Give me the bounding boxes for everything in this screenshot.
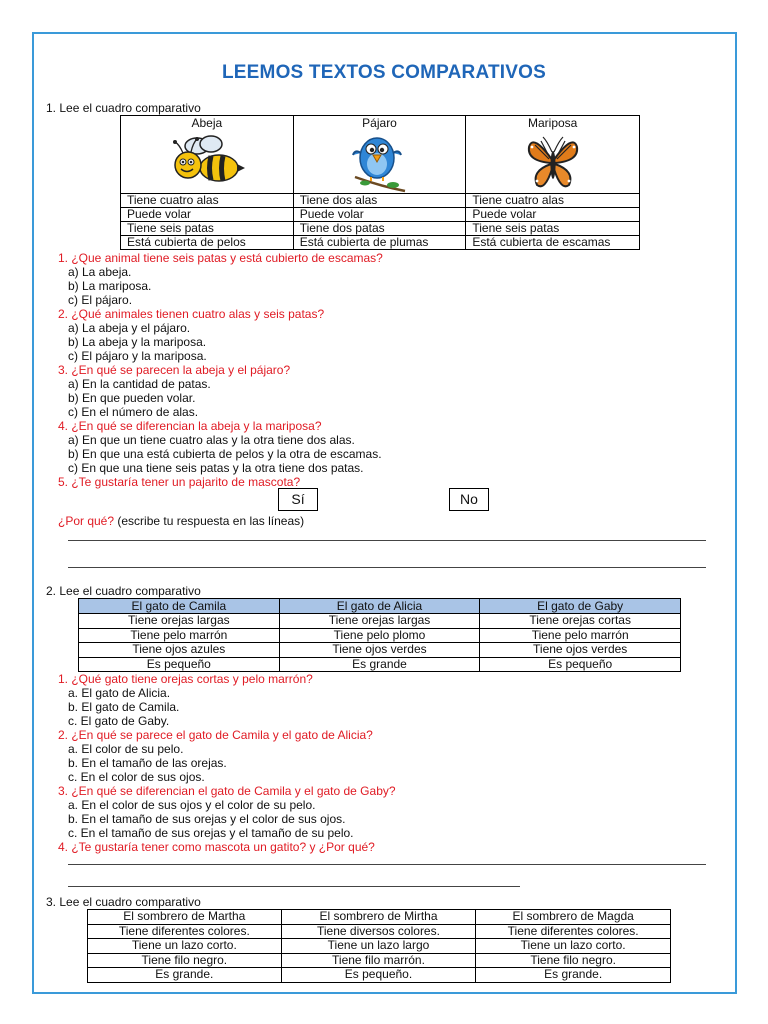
bee-icon	[167, 132, 247, 192]
table-cell: Tiene orejas largas	[279, 614, 480, 629]
table-cell: Tiene orejas cortas	[480, 614, 681, 629]
option[interactable]: b) En que una está cubierta de pelos y la otra de escamas.	[68, 447, 382, 461]
table-cell: Tiene un lazo largo	[281, 939, 476, 954]
table-cell: Tiene diferentes colores.	[88, 924, 282, 939]
option[interactable]: c) En el número de alas.	[68, 405, 199, 419]
table-cell: Tiene filo marrón.	[281, 953, 476, 968]
page-title: LEEMOS TEXTOS COMPARATIVOS	[221, 62, 546, 83]
table-cell: Tiene filo negro.	[476, 953, 671, 968]
table-cell: Es grande	[279, 657, 480, 672]
table-cell: Tiene ojos azules	[79, 643, 280, 658]
table-cell: Tiene diversos colores.	[281, 924, 476, 939]
option[interactable]: b. En el tamaño de sus orejas y el color de sus ojos.	[68, 812, 346, 826]
table-header: El sombrero de Mirtha	[281, 910, 476, 925]
table-header: El gato de Gaby	[480, 599, 681, 614]
question-2-4: 4. ¿Te gustaría tener como mascota un gatito? y ¿Por qué?	[58, 840, 375, 854]
hats-table	[87, 909, 671, 983]
table-cell: Tiene seis patas	[121, 222, 294, 236]
table-header: El gato de Alicia	[279, 599, 480, 614]
table-cell: Tiene pelo plomo	[279, 628, 480, 643]
table-cell: Está cubierta de plumas	[293, 236, 466, 250]
section-1-label: 1. Lee el cuadro comparativo	[46, 101, 201, 115]
table-cell: Tiene dos alas	[293, 194, 466, 208]
header-pajaro: Pájaro	[293, 116, 466, 194]
table-cell: Tiene un lazo corto.	[88, 939, 282, 954]
table-cell: Tiene orejas largas	[79, 614, 280, 629]
header-abeja: Abeja	[121, 116, 294, 194]
option[interactable]: b) La mariposa.	[68, 279, 152, 293]
why-label: ¿Por qué?	[58, 514, 115, 528]
table-cell: Tiene dos patas	[293, 222, 466, 236]
option[interactable]: c. En el color de sus ojos.	[68, 770, 205, 784]
question-1-4: 4. ¿En qué se diferencian la abeja y la mariposa?	[58, 419, 322, 433]
option[interactable]: c) El pájaro y la mariposa.	[68, 349, 207, 363]
option[interactable]: a. En el color de sus ojos y el color de su pelo.	[68, 798, 316, 812]
answer-line[interactable]	[68, 864, 706, 865]
table-header: El sombrero de Magda	[476, 910, 671, 925]
bird-icon	[345, 131, 415, 193]
header-mariposa: Mariposa	[466, 116, 640, 194]
question-2-1: 1. ¿Qué gato tiene orejas cortas y pelo marrón?	[58, 672, 313, 686]
option[interactable]: a) La abeja y el pájaro.	[68, 321, 191, 335]
option[interactable]: b) La abeja y la mariposa.	[68, 335, 207, 349]
option[interactable]: b) En que pueden volar.	[68, 391, 196, 405]
question-1-2: 2. ¿Qué animales tienen cuatro alas y seis patas?	[58, 307, 325, 321]
table-cell: Tiene diferentes colores.	[476, 924, 671, 939]
no-box[interactable]: No	[449, 488, 489, 511]
butterfly-icon	[523, 131, 583, 193]
animals-table	[120, 115, 640, 250]
question-1-3: 3. ¿En qué se parecen la abeja y el pájaro?	[58, 363, 291, 377]
table-header: El sombrero de Martha	[88, 910, 282, 925]
table-cell: Tiene un lazo corto.	[476, 939, 671, 954]
answer-line[interactable]	[68, 886, 520, 887]
option[interactable]: a. El gato de Alicia.	[68, 686, 171, 700]
table-cell: Tiene ojos verdes	[480, 643, 681, 658]
section-3-label: 3. Lee el cuadro comparativo	[46, 895, 201, 909]
table-cell: Tiene cuatro alas	[466, 194, 640, 208]
table-cell: Tiene seis patas	[466, 222, 640, 236]
table-cell: Puede volar	[293, 208, 466, 222]
question-1-5: 5. ¿Te gustaría tener un pajarito de mascota?	[58, 475, 301, 489]
option[interactable]: b. En el tamaño de las orejas.	[68, 756, 227, 770]
answer-line[interactable]	[68, 540, 706, 541]
table-cell: Tiene filo negro.	[88, 953, 282, 968]
table-cell: Es grande.	[88, 968, 282, 983]
question-1-1: 1. ¿Que animal tiene seis patas y está cubierto de escamas?	[58, 251, 383, 265]
option[interactable]: a) La abeja.	[68, 265, 132, 279]
table-cell: Está cubierta de pelos	[121, 236, 294, 250]
table-cell: Es pequeño	[79, 657, 280, 672]
option[interactable]: a) En la cantidad de patas.	[68, 377, 211, 391]
option[interactable]: c. El gato de Gaby.	[68, 714, 170, 728]
question-2-2: 2. ¿En qué se parece el gato de Camila y el gato de Alicia?	[58, 728, 373, 742]
option[interactable]: c) El pájaro.	[68, 293, 133, 307]
table-cell: Es pequeño	[480, 657, 681, 672]
table-cell: Tiene cuatro alas	[121, 194, 294, 208]
why-prompt	[58, 514, 304, 528]
option[interactable]: a. El color de su pelo.	[68, 742, 184, 756]
why-hint: (escribe tu respuesta en las líneas)	[114, 514, 305, 528]
table-cell: Puede volar	[466, 208, 640, 222]
option[interactable]: c. En el tamaño de sus orejas y el tamaño de su pelo.	[68, 826, 354, 840]
table-cell: Es grande.	[476, 968, 671, 983]
option[interactable]: c) En que una tiene seis patas y la otra tiene dos patas.	[68, 461, 364, 475]
option[interactable]: b. El gato de Camila.	[68, 700, 180, 714]
table-cell: Puede volar	[121, 208, 294, 222]
cats-table	[78, 598, 681, 672]
table-cell: Tiene pelo marrón	[480, 628, 681, 643]
section-2-label: 2. Lee el cuadro comparativo	[46, 584, 201, 598]
answer-line[interactable]	[68, 567, 706, 568]
table-header: El gato de Camila	[79, 599, 280, 614]
table-cell: Está cubierta de escamas	[466, 236, 640, 250]
table-cell: Tiene ojos verdes	[279, 643, 480, 658]
yes-box[interactable]: Sí	[278, 488, 318, 511]
option[interactable]: a) En que un tiene cuatro alas y la otra tiene dos alas.	[68, 433, 355, 447]
question-2-3: 3. ¿En qué se diferencian el gato de Camila y el gato de Gaby?	[58, 784, 396, 798]
table-cell: Tiene pelo marrón	[79, 628, 280, 643]
table-cell: Es pequeño.	[281, 968, 476, 983]
